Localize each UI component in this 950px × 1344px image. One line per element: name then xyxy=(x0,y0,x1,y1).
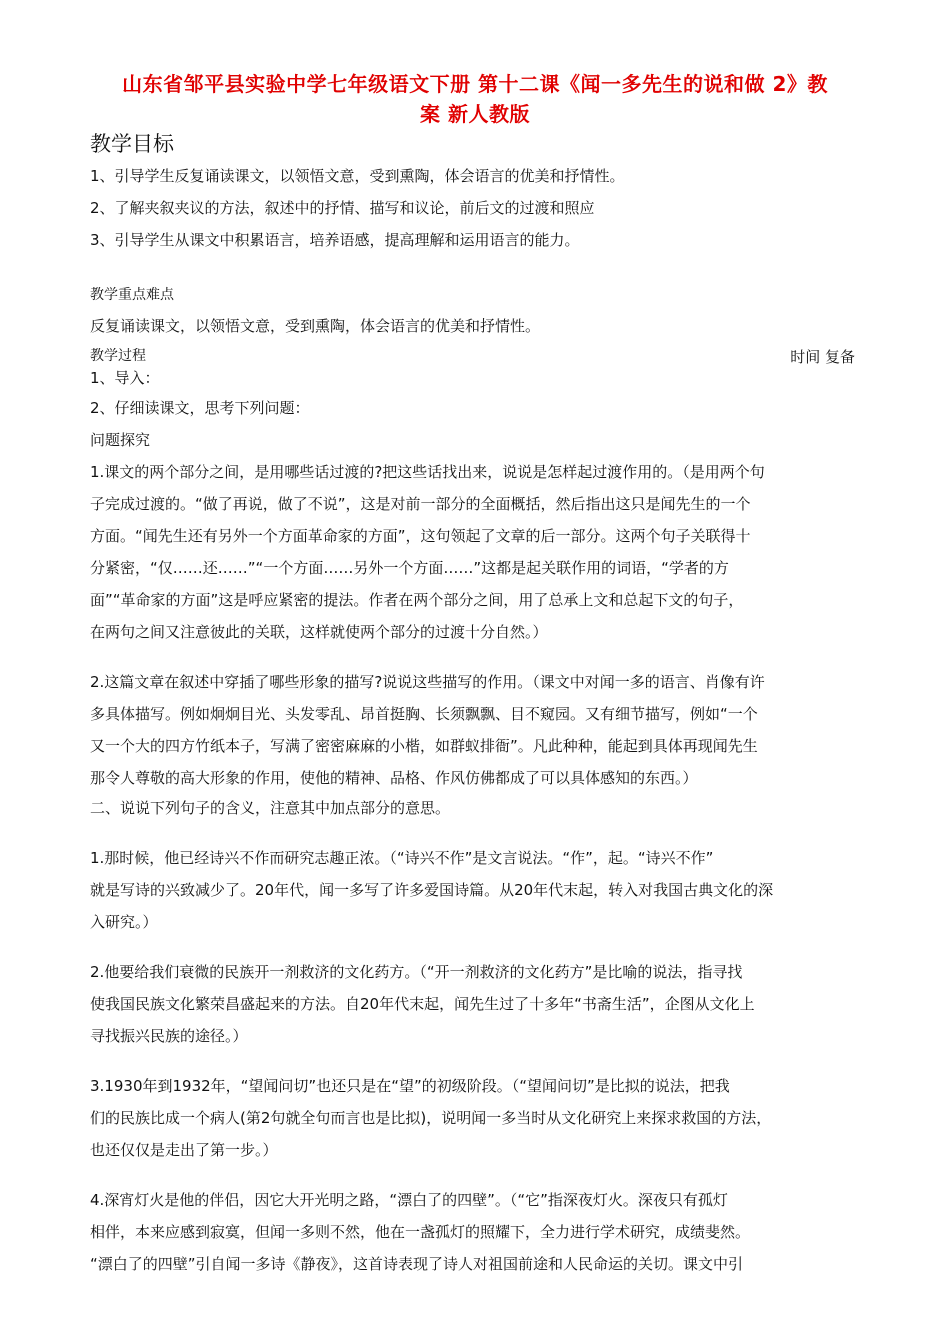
question-1-line: 分紧密，“仅……还……”“一个方面……另外一个方面……”这都是起关联作用的词语，“学者的方 xyxy=(90,559,729,577)
sentence-3-line: 们的民族比成一个病人(第2句就全句而言也是比拟)，说明闻一多当时从文化研究上来探求救国的方法， xyxy=(90,1109,772,1127)
question-2-line: 2.这篇文章在叙述中穿插了哪些形象的描写?说说这些描写的作用。（课文中对闻一多的语言、肖像有许 xyxy=(90,673,765,691)
sentence-3-line: 3.1930年到1932年，“望闻问切”也还只是在“望”的初级阶段。（“望闻问切”是比拟的说法，把我 xyxy=(90,1077,730,1095)
sentence-2-line: 寻找振兴民族的途径。） xyxy=(90,1027,248,1045)
sentence-1-line: 就是写诗的兴致减少了。20年代，闻一多写了许多爱国诗篇。从20年代末起，转入对我国古典文化的深 xyxy=(90,881,774,899)
question-1-line: 子完成过渡的。“做了再说，做了不说”，这是对前一部分的全面概括，然后指出这只是闻先生的一个 xyxy=(90,495,751,513)
sentence-1-line: 1.那时候，他已经诗兴不作而研究志趣正浓。（“诗兴不作”是文言说法。“作”，起。“诗兴不作” xyxy=(90,849,714,867)
process-step: 1、导入： xyxy=(90,369,160,387)
question-2-line: 多具体描写。例如炯炯目光、头发零乱、昂首挺胸、长须飘飘、目不窥园。又有细节描写，例如“一个 xyxy=(90,705,758,723)
question-1-line: 在两句之间又注意彼此的关联，这样就使两个部分的过渡十分自然。） xyxy=(90,623,548,641)
sentence-2-line: 使我国民族文化繁荣昌盛起来的方法。自20年代末起，闻先生过了十多年“书斋生活”，企图从文化上 xyxy=(90,995,755,1013)
objective-item: 2、了解夹叙夹议的方法，叙述中的抒情、描写和议论，前后文的过渡和照应 xyxy=(90,199,595,217)
sentence-3-line: 也还仅仅是走出了第一步。） xyxy=(90,1141,278,1159)
time-review-label: 时间 复备 xyxy=(790,348,855,366)
sentence-4-line: “漂白了的四壁”引自闻一多诗《静夜》，这首诗表现了诗人对祖国前途和人民命运的关切。课文中引 xyxy=(90,1255,744,1273)
keypoints-heading: 教学重点难点 xyxy=(90,287,174,303)
sentence-1-line: 入研究。） xyxy=(90,913,158,931)
objective-item: 3、引导学生从课文中积累语言，培养语感，提高理解和运用语言的能力。 xyxy=(90,231,580,249)
section-2-heading: 二、说说下列句子的含义，注意其中加点部分的意思。 xyxy=(90,799,451,817)
keypoints-text: 反复诵读课文，以领悟文意，受到熏陶，体会语言的优美和抒情性。 xyxy=(90,317,541,335)
objective-item: 1、引导学生反复诵读课文，以领悟文意，受到熏陶，体会语言的优美和抒情性。 xyxy=(90,167,625,185)
process-heading: 教学过程 xyxy=(90,348,146,364)
process-step: 2、仔细读课文，思考下列问题： xyxy=(90,399,310,417)
document-title-line-1: 山东省邹平县实验中学七年级语文下册 第十二课《闻一多先生的说和做 2》教 xyxy=(122,72,828,96)
question-1-line: 面”“革命家的方面”这是呼应紧密的提法。作者在两个部分之间，用了总承上文和总起下文的句子， xyxy=(90,591,744,609)
question-1-line: 1.课文的两个部分之间，是用哪些话过渡的?把这些话找出来，说说是怎样起过渡作用的。（是用两个句 xyxy=(90,463,765,481)
document-title-line-2: 案 新人教版 xyxy=(420,102,530,126)
sentence-4-line: 4.深宵灯火是他的伴侣，因它大开光明之路，“漂白了的四壁”。（“它”指深夜灯火。深夜只有孤灯 xyxy=(90,1191,728,1209)
question-2-line: 那令人尊敬的高大形象的作用，使他的精神、品格、作风仿佛都成了可以具体感知的东西。） xyxy=(90,769,698,787)
objectives-heading: 教学目标 xyxy=(90,132,174,156)
sentence-2-line: 2.他要给我们衰微的民族开一剂救济的文化药方。（“开一剂救济的文化药方”是比喻的说法，指寻找 xyxy=(90,963,743,981)
question-1-line: 方面。“闻先生还有另外一个方面革命家的方面”，这句领起了文章的后一部分。这两个句子关联得十 xyxy=(90,527,751,545)
question-2-line: 又一个大的四方竹纸本子，写满了密密麻麻的小楷，如群蚁排衙”。凡此种种，能起到具体再现闻先生 xyxy=(90,737,758,755)
inquiry-heading: 问题探究 xyxy=(90,431,151,449)
sentence-4-line: 相伴，本来应感到寂寞，但闻一多则不然，他在一盏孤灯的照耀下，全力进行学术研究，成绩斐然。 xyxy=(90,1223,751,1241)
